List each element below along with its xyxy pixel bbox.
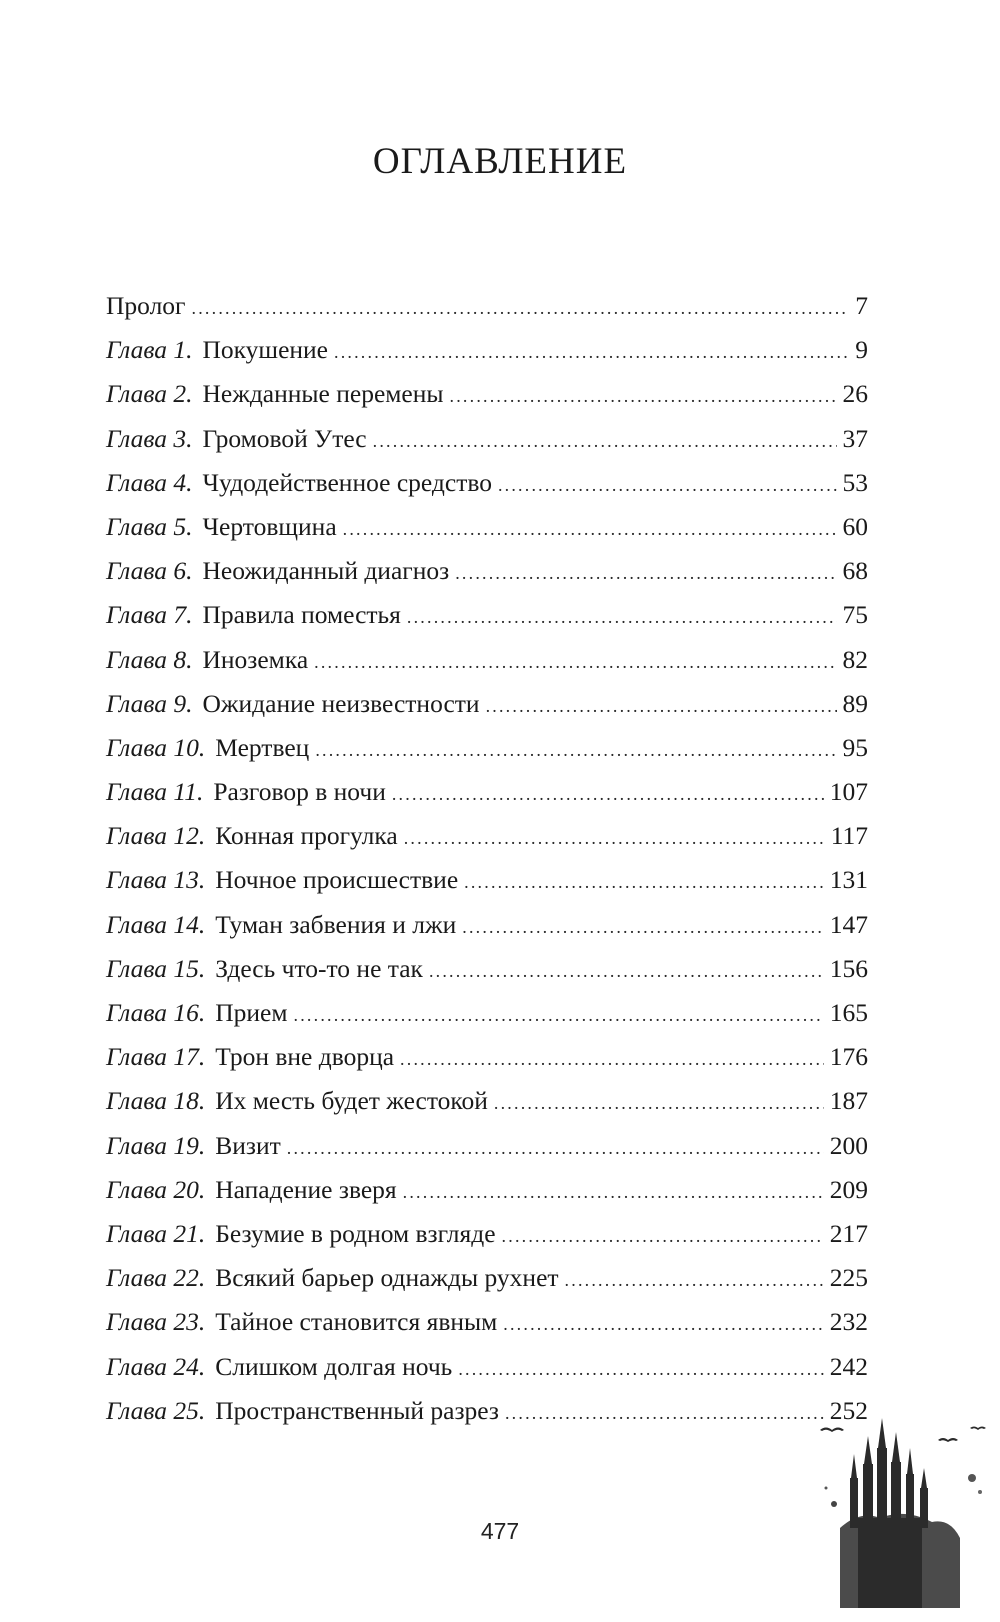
toc-chapter-title: Разговор в ночи — [213, 777, 386, 807]
toc-chapter-number: Глава 8. — [106, 644, 193, 674]
toc-entry-label — [106, 777, 386, 807]
toc-chapter-number: Глава 9. — [106, 688, 193, 718]
toc-page-number: 217 — [829, 1218, 868, 1248]
toc-entry — [106, 733, 868, 777]
toc-chapter-number: Глава 12. — [106, 821, 206, 851]
toc-leader-dots — [455, 563, 836, 584]
toc-page-number: 75 — [842, 600, 868, 630]
toc-leader-dots — [450, 386, 837, 407]
toc-leader-dots — [505, 1403, 824, 1424]
toc-chapter-title: Покушение — [202, 335, 328, 365]
toc-chapter-title: Безумие в родном взгляде — [215, 1218, 496, 1248]
toc-chapter-number: Глава 5. — [106, 511, 193, 541]
toc-entry-label — [106, 910, 456, 940]
toc-chapter-title: Иноземка — [202, 644, 309, 674]
toc-entry-label — [106, 468, 492, 498]
toc-chapter-number: Глава 15. — [106, 953, 206, 983]
toc-entry — [106, 1175, 868, 1219]
toc-leader-dots — [400, 1049, 824, 1070]
toc-leader-dots — [192, 298, 850, 319]
toc-chapter-number: Глава 3. — [106, 423, 193, 453]
toc-entry-label — [106, 379, 444, 409]
toc-leader-dots — [392, 784, 824, 805]
toc-leader-dots — [315, 740, 836, 761]
toc-leader-dots — [494, 1093, 824, 1114]
toc-chapter-number: Глава 14. — [106, 909, 206, 939]
toc-chapter-number: Глава 20. — [106, 1174, 206, 1204]
toc-chapter-title: Туман забвения и лжи — [215, 909, 457, 939]
toc-entry-label — [106, 645, 308, 675]
toc-entry — [106, 600, 868, 644]
toc-leader-dots — [502, 1226, 824, 1247]
toc-chapter-title: Трон вне дворца — [215, 1042, 395, 1072]
toc-leader-dots — [565, 1270, 824, 1291]
toc-chapter-number: Глава 1. — [106, 335, 193, 365]
toc-entry-label — [106, 954, 423, 984]
toc-chapter-number: Глава 23. — [106, 1307, 206, 1337]
toc-chapter-number: Глава 13. — [106, 865, 206, 895]
toc-leader-dots — [429, 961, 824, 982]
toc-entry-label — [106, 1352, 452, 1382]
toc-entry — [106, 1307, 868, 1351]
toc-chapter-title: Конная прогулка — [215, 821, 398, 851]
toc-leader-dots — [314, 652, 836, 673]
toc-entry — [106, 1086, 868, 1130]
toc-chapter-title: Чудодейственное средство — [202, 467, 492, 497]
toc-chapter-title: Правила поместья — [202, 600, 401, 630]
toc-chapter-title: Нападение зверя — [215, 1174, 397, 1204]
toc-leader-dots — [498, 475, 837, 496]
page-number: 477 — [480, 1518, 520, 1544]
toc-entry-label — [106, 291, 186, 321]
toc-entry — [106, 424, 868, 468]
toc-leader-dots — [287, 1138, 824, 1159]
toc-entry — [106, 865, 868, 909]
toc-entry-label — [106, 335, 328, 365]
toc-chapter-number: Глава 6. — [106, 556, 193, 586]
toc-entry — [106, 998, 868, 1042]
toc-page-number: 68 — [842, 556, 868, 586]
toc-leader-dots — [404, 828, 825, 849]
toc-entry — [106, 468, 868, 512]
toc-chapter-number: Глава 22. — [106, 1263, 206, 1293]
toc-chapter-title: Слишком долгая ночь — [215, 1351, 453, 1381]
toc-entry-label — [106, 1219, 496, 1249]
toc-page-number: 225 — [829, 1263, 868, 1293]
toc-entry-label — [106, 733, 309, 763]
toc-page-number: 176 — [829, 1042, 868, 1072]
toc-page-number: 82 — [842, 644, 868, 674]
toc-entry — [106, 1131, 868, 1175]
toc-entry — [106, 821, 868, 865]
toc-entry-label — [106, 1263, 559, 1293]
toc-page-number: 232 — [829, 1307, 868, 1337]
toc-entry — [106, 335, 868, 379]
toc-chapter-title: Визит — [215, 1130, 281, 1160]
toc-entry — [106, 556, 868, 600]
toc-entry-label — [106, 821, 398, 851]
toc-page-number: 131 — [829, 865, 868, 895]
toc-page-number: 165 — [829, 998, 868, 1027]
toc-leader-dots — [464, 872, 824, 893]
toc-entry-label — [106, 1042, 394, 1072]
toc-entry — [106, 910, 868, 954]
toc-chapter-number: Глава 10. — [106, 732, 206, 762]
toc-leader-dots — [407, 607, 837, 628]
toc-entry — [106, 1352, 868, 1396]
toc-chapter-title: Громовой Утес — [202, 423, 367, 453]
toc-page-number: 117 — [830, 821, 868, 851]
toc-page-number: 37 — [842, 423, 868, 453]
toc-leader-dots — [343, 519, 837, 540]
toc-entry — [106, 954, 868, 998]
toc-chapter-title: Неожиданный диагноз — [202, 556, 450, 586]
table-of-contents — [106, 291, 868, 1440]
toc-chapter-number: Глава 18. — [106, 1086, 206, 1116]
toc-chapter-number: Глава 25. — [106, 1395, 206, 1425]
toc-entry-label — [106, 1396, 499, 1426]
toc-page-number: 60 — [842, 511, 868, 541]
toc-entry-label — [106, 1086, 488, 1116]
toc-chapter-title: Пространственный разрез — [215, 1395, 499, 1425]
toc-leader-dots — [503, 1314, 823, 1335]
toc-chapter-number: Глава 2. — [106, 379, 193, 409]
toc-entry-label — [106, 1131, 281, 1161]
toc-chapter-number: Глава 24. — [106, 1351, 206, 1381]
toc-chapter-title: Ожидание неизвестности — [202, 688, 480, 718]
toc-leader-dots — [334, 342, 849, 363]
toc-chapter-title: Чертовщина — [202, 511, 337, 541]
toc-chapter-title: Здесь что-то не так — [215, 953, 423, 983]
toc-page-number: 209 — [829, 1174, 868, 1204]
toc-entry-label — [106, 1307, 497, 1337]
toc-page-number: 7 — [855, 291, 868, 320]
toc-leader-dots — [462, 917, 824, 938]
toc-entry — [106, 1042, 868, 1086]
toc-page-number: 187 — [829, 1086, 868, 1116]
toc-entry — [106, 1396, 868, 1440]
castle-silhouette-icon — [820, 1418, 990, 1608]
toc-entry — [106, 1219, 868, 1263]
toc-page-number: 9 — [855, 335, 868, 365]
toc-chapter-number: Глава 21. — [106, 1218, 206, 1248]
toc-page-number: 147 — [829, 909, 868, 939]
toc-chapter-title: Тайное становится явным — [215, 1307, 498, 1337]
toc-entry-label — [106, 998, 288, 1028]
toc-leader-dots — [458, 1359, 823, 1380]
toc-page-number: 252 — [829, 1395, 868, 1425]
toc-leader-dots — [294, 1005, 824, 1026]
toc-page-number: 107 — [829, 777, 868, 807]
toc-entry-label — [106, 424, 367, 454]
toc-entry — [106, 689, 868, 733]
toc-page-number: 156 — [829, 953, 868, 983]
page-title: ОГЛАВЛЕНИЕ — [372, 141, 628, 182]
toc-entry — [106, 777, 868, 821]
toc-entry-label — [106, 689, 480, 719]
toc-entry-label — [106, 556, 449, 586]
toc-entry — [106, 1263, 868, 1307]
toc-page-number: 95 — [842, 732, 868, 762]
toc-chapter-title: Мертвец — [215, 732, 310, 762]
toc-chapter-number: Глава 17. — [106, 1042, 206, 1072]
toc-chapter-title: Ночное происшествие — [215, 865, 459, 895]
toc-entry-label — [106, 512, 337, 542]
toc-chapter-title: Нежданные перемены — [202, 379, 444, 409]
toc-chapter-number: Глава 16. — [106, 998, 206, 1027]
toc-page-number: 26 — [842, 379, 868, 409]
toc-chapter-title: Пролог — [106, 291, 186, 320]
toc-leader-dots — [403, 1182, 824, 1203]
toc-entry-label — [106, 865, 458, 895]
toc-chapter-number: Глава 19. — [106, 1130, 206, 1160]
toc-entry-label — [106, 600, 401, 630]
toc-chapter-title: Всякий барьер однажды рухнет — [215, 1263, 559, 1293]
toc-entry — [106, 379, 868, 423]
toc-entry — [106, 645, 868, 689]
toc-page-number: 89 — [842, 688, 868, 718]
toc-chapter-number: Глава 7. — [106, 600, 193, 630]
toc-page-number: 53 — [842, 467, 868, 497]
toc-leader-dots — [486, 696, 837, 717]
toc-entry-label — [106, 1175, 397, 1205]
toc-chapter-number: Глава 4. — [106, 467, 193, 497]
toc-entry — [106, 291, 868, 335]
toc-leader-dots — [373, 431, 837, 452]
toc-page-number: 200 — [829, 1130, 868, 1160]
toc-entry — [106, 512, 868, 556]
toc-chapter-title: Их месть будет жестокой — [215, 1086, 488, 1116]
toc-page-number: 242 — [829, 1351, 868, 1381]
toc-chapter-number: Глава 11. — [106, 777, 204, 807]
toc-chapter-title: Прием — [215, 998, 288, 1027]
